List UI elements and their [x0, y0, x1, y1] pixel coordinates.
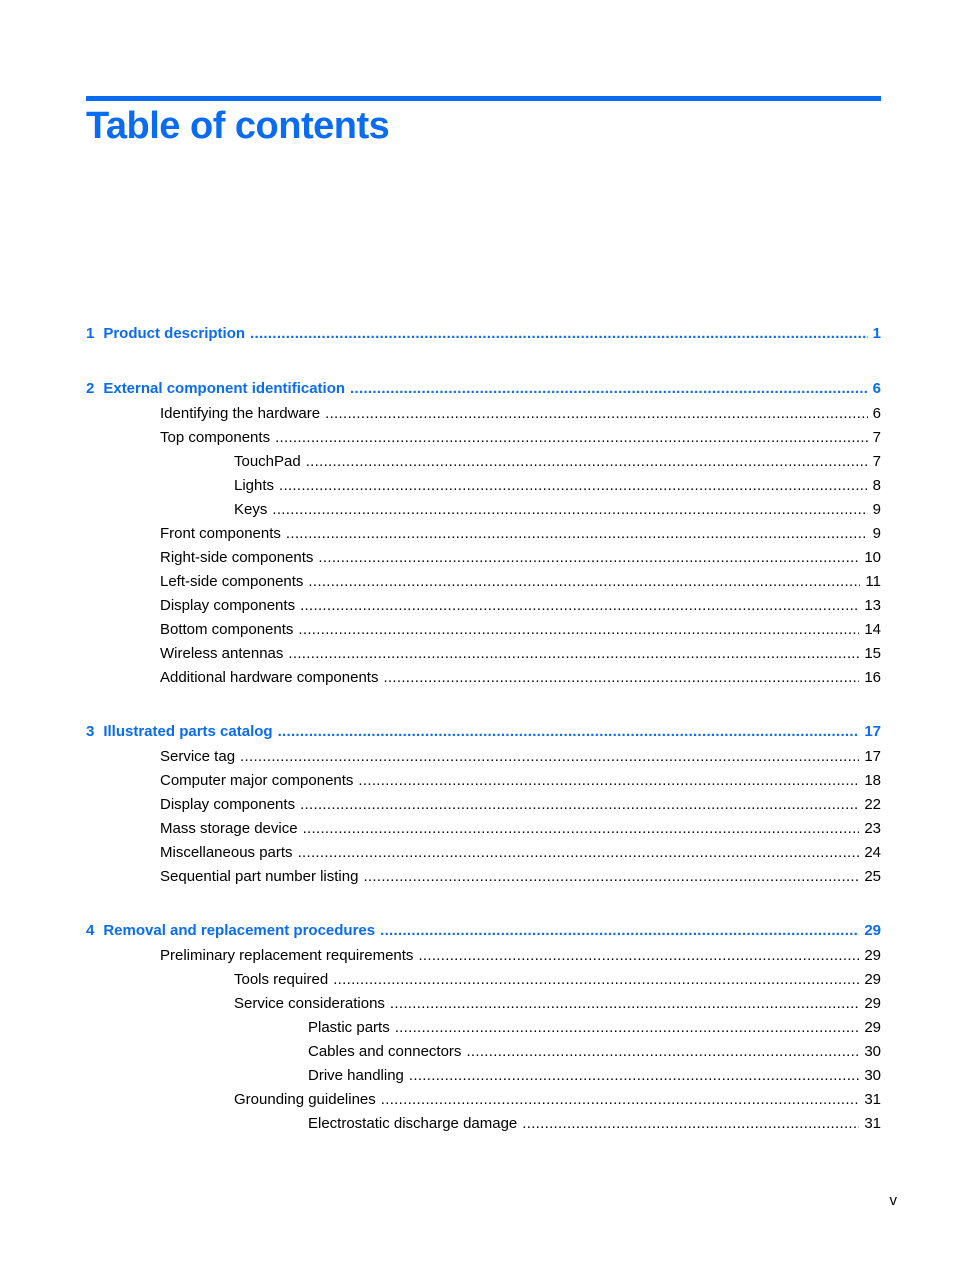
dot-leader [300, 793, 859, 817]
toc-entry-link[interactable] [86, 1016, 881, 1040]
entry-page-number: 29 [864, 947, 881, 964]
toc-chapter-link[interactable] [86, 719, 881, 745]
toc-entry-link[interactable] [86, 769, 881, 793]
chapter-title: Removal and replacement procedures [103, 922, 376, 939]
entry-title: Service considerations [234, 995, 385, 1012]
toc-entry-link[interactable] [86, 642, 881, 666]
dot-leader [250, 321, 868, 347]
entry-title: Grounding guidelines [234, 1091, 376, 1108]
toc-entry-link[interactable] [86, 1088, 881, 1112]
entry-title: Sequential part number listing [160, 868, 359, 885]
chapter-title: Illustrated parts catalog [103, 723, 273, 740]
dot-leader [288, 642, 859, 666]
entry-title: Left-side components [160, 573, 304, 590]
entry-page-number: 31 [864, 1115, 881, 1132]
entry-page-number: 25 [864, 868, 881, 885]
chapter-page-number: 1 [872, 325, 881, 342]
entry-page-number: 17 [864, 748, 881, 765]
dot-leader [333, 968, 859, 992]
toc-entry-link[interactable] [86, 618, 881, 642]
entry-title: Drive handling [308, 1067, 404, 1084]
toc-entry-link[interactable] [86, 992, 881, 1016]
chapter-page-number: 6 [872, 380, 881, 397]
toc-entry-link[interactable] [86, 793, 881, 817]
dot-leader [298, 841, 860, 865]
entry-title: Preliminary replacement requirements [160, 947, 414, 964]
entry-page-number: 29 [864, 995, 881, 1012]
dot-leader [308, 570, 860, 594]
entry-title: TouchPad [234, 453, 301, 470]
dot-leader [298, 618, 859, 642]
entry-page-number: 10 [864, 549, 881, 566]
entry-title: Computer major components [160, 772, 354, 789]
toc-entry-link[interactable] [86, 594, 881, 618]
chapter-number: 3 [86, 723, 95, 740]
toc-entry-link[interactable] [86, 402, 881, 426]
entry-page-number: 16 [864, 669, 881, 686]
entry-page-number: 29 [864, 971, 881, 988]
entry-page-number: 24 [864, 844, 881, 861]
dot-leader [279, 474, 868, 498]
toc-entry-link[interactable] [86, 817, 881, 841]
dot-leader [395, 1016, 860, 1040]
chapter-number: 2 [86, 380, 95, 397]
entry-title: Top components [160, 429, 271, 446]
entry-title: Front components [160, 525, 281, 542]
toc-entry-link[interactable] [86, 1040, 881, 1064]
page-title: Table of contents [86, 105, 390, 147]
entry-page-number: 31 [864, 1091, 881, 1108]
entry-title: Display components [160, 597, 296, 614]
entry-page-number: 18 [864, 772, 881, 789]
dot-leader [358, 769, 859, 793]
entry-page-number: 6 [872, 405, 881, 422]
entry-page-number: 11 [865, 573, 881, 590]
table-of-contents [86, 321, 881, 1136]
toc-entry-link[interactable] [86, 1064, 881, 1088]
toc-entry-link[interactable] [86, 745, 881, 769]
dot-leader [286, 522, 868, 546]
dot-leader [418, 944, 859, 968]
entry-title: Tools required [234, 971, 329, 988]
dot-leader [306, 450, 868, 474]
entry-page-number: 9 [872, 525, 881, 542]
toc-entry-link[interactable] [86, 841, 881, 865]
dot-leader [303, 817, 860, 841]
entry-title: Lights [234, 477, 275, 494]
entry-page-number: 22 [864, 796, 881, 813]
entry-title: Keys [234, 501, 268, 518]
toc-entry-link[interactable] [86, 450, 881, 474]
toc-chapter-link[interactable] [86, 376, 881, 402]
toc-entry-link[interactable] [86, 474, 881, 498]
toc-entry-link[interactable] [86, 498, 881, 522]
page-number: v [889, 1192, 897, 1209]
dot-leader [380, 918, 859, 944]
toc-entry-link[interactable] [86, 968, 881, 992]
entry-title: Cables and connectors [308, 1043, 462, 1060]
entry-page-number: 30 [864, 1043, 881, 1060]
entry-page-number: 13 [864, 597, 881, 614]
chapter-title: Product description [103, 325, 246, 342]
dot-leader [240, 745, 859, 769]
toc-entry-link[interactable] [86, 865, 881, 889]
chapter-page-number: 17 [864, 723, 881, 740]
entry-title: Display components [160, 796, 296, 813]
entry-title: Right-side components [160, 549, 314, 566]
entry-page-number: 14 [864, 621, 881, 638]
entry-title: Service tag [160, 748, 236, 765]
dot-leader [409, 1064, 859, 1088]
dot-leader [381, 1088, 860, 1112]
entry-title: Plastic parts [308, 1019, 390, 1036]
entry-page-number: 30 [864, 1067, 881, 1084]
chapter-title: External component identification [103, 380, 346, 397]
dot-leader [390, 992, 859, 1016]
entry-title: Electrostatic discharge damage [308, 1115, 518, 1132]
toc-entry-link[interactable] [86, 570, 881, 594]
entry-title: Identifying the hardware [160, 405, 321, 422]
chapter-number: 4 [86, 922, 95, 939]
toc-entry-link[interactable] [86, 666, 881, 690]
dot-leader [325, 402, 868, 426]
entry-title: Additional hardware components [160, 669, 379, 686]
toc-entry-link[interactable] [86, 546, 881, 570]
dot-leader [272, 498, 867, 522]
entry-page-number: 15 [864, 645, 881, 662]
entry-page-number: 9 [872, 501, 881, 518]
dot-leader [522, 1112, 859, 1136]
toc-entry-link[interactable] [86, 944, 881, 968]
dot-leader [275, 426, 868, 450]
entry-title: Mass storage device [160, 820, 298, 837]
toc-entry-link[interactable] [86, 426, 881, 450]
toc-entry-link[interactable] [86, 522, 881, 546]
entry-page-number: 8 [872, 477, 881, 494]
toc-chapter-link[interactable] [86, 918, 881, 944]
dot-leader [383, 666, 859, 690]
entry-page-number: 23 [864, 820, 881, 837]
dot-leader [300, 594, 859, 618]
chapter-page-number: 29 [864, 922, 881, 939]
dot-leader [363, 865, 859, 889]
dot-leader [318, 546, 859, 570]
entry-page-number: 29 [864, 1019, 881, 1036]
dot-leader [278, 719, 860, 745]
entry-title: Bottom components [160, 621, 294, 638]
entry-title: Wireless antennas [160, 645, 284, 662]
entry-title: Miscellaneous parts [160, 844, 293, 861]
toc-chapter-link[interactable] [86, 321, 881, 347]
toc-entry-link[interactable] [86, 1112, 881, 1136]
entry-page-number: 7 [872, 429, 881, 446]
dot-leader [350, 376, 868, 402]
chapter-number: 1 [86, 325, 95, 342]
entry-page-number: 7 [872, 453, 881, 470]
dot-leader [466, 1040, 859, 1064]
